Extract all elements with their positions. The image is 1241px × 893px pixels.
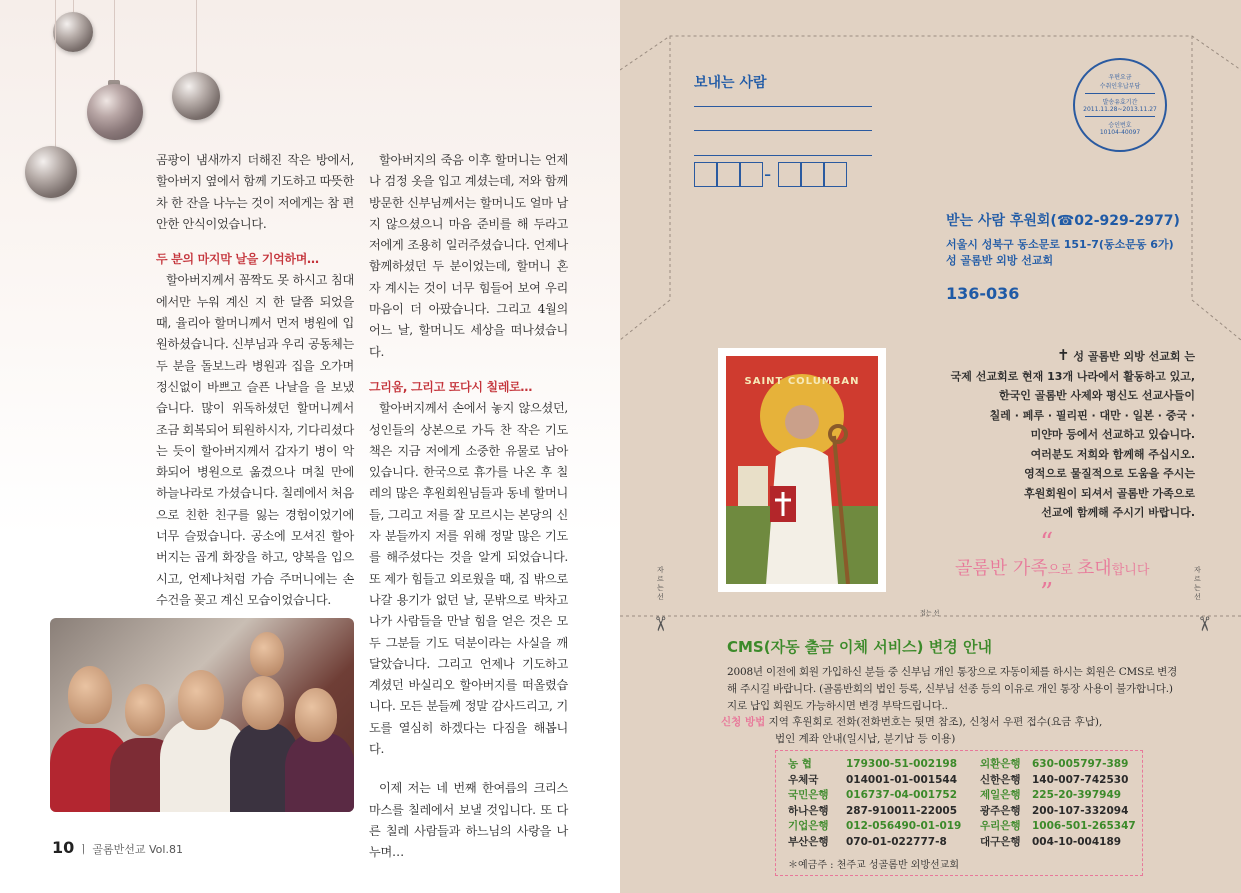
- bank-name: 우체국: [788, 773, 819, 786]
- postage-stamp: [1073, 58, 1167, 152]
- zip-box[interactable]: [778, 162, 801, 187]
- body-paragraph: 할아버지의 죽음 이후 할머니는 언제나 검정 옷을 입고 계셨는데, 저와 함께 방문한 신부님께서는 할머니도 얼마 남지 않으셨으니 마음 준비를 해 두라고 저에게 조용히 일러주셨습니다. 언제나 함께하셨던 두 분이었는데, 할머니 혼자 계시는 것이 너무 힘들어 보여 우리 마음이 더 아팠습니다. 그리고 4월의 어느 날, 할머니도 세상을 떠나셨습니다.: [369, 153, 568, 359]
- invite-part: 초대: [1076, 558, 1112, 579]
- cut-line-label: 자르는 선: [1194, 566, 1201, 601]
- article-column-1: [156, 150, 354, 611]
- method-label: 신청 방법: [721, 716, 766, 728]
- christmas-ornament: [87, 84, 143, 140]
- bank-account: 200-107-332094: [1032, 804, 1129, 817]
- bank-account: 004-10-004189: [1032, 835, 1122, 848]
- saint-icon-image: [726, 356, 878, 584]
- depositor-note: ＊예금주 : 천주교 성골롬반 외방선교회: [788, 860, 959, 871]
- bank-name: 신한은행: [980, 773, 1021, 786]
- mission-line: 후원회원이 되셔서 골롬반 가족으로: [1024, 486, 1195, 500]
- bank-account: 287-910011-22005: [846, 804, 957, 817]
- sender-line[interactable]: [694, 155, 872, 156]
- zip-box[interactable]: [740, 162, 763, 187]
- invite-part: 골롬반 가족: [955, 558, 1048, 579]
- phone-number: (☎02-929-2977): [1050, 213, 1180, 229]
- sender-line[interactable]: [694, 106, 872, 107]
- bank-name: 제일은행: [980, 789, 1021, 801]
- bank-row: [788, 835, 1142, 851]
- recipient-address: 서울시 성북구 동소문로 151-7(동소문동 6가): [946, 238, 1174, 251]
- section-heading: 그리움, 그리고 또다시 칠레로…: [369, 379, 533, 394]
- mission-line: 미얀마 등에서 선교하고 있습니다.: [1030, 428, 1195, 441]
- stamp-text: 승인번호: [1108, 122, 1132, 129]
- bank-name: 광주은행: [980, 804, 1021, 817]
- method-text: 지역 후원회로 전화(전화번호는 뒷면 참조), 신청서 우편 접수(요금 후납),: [768, 716, 1103, 728]
- mission-line: 칠레 · 페루 · 필리핀 · 대만 · 일본 · 중국 ·: [989, 408, 1195, 422]
- zip-box[interactable]: [717, 162, 740, 187]
- bank-row: [788, 819, 1142, 835]
- bank-account-box: [775, 750, 1143, 876]
- mission-line: 국제 선교회로 현재 13개 나라에서 활동하고 있고,: [950, 369, 1195, 383]
- bank-name: 우리은행: [980, 820, 1021, 832]
- sender-label: 보내는 사람: [694, 75, 767, 91]
- bank-account: 016737-04-001752: [846, 789, 957, 801]
- scissors-icon[interactable]: ✂: [648, 615, 673, 633]
- body-paragraph: 할아버지께서 손에서 놓지 않으셨던, 성인들의 상본으로 가득 찬 작은 기도 책은 지금 저에게 소중한 유물로 남아 있습니다. 한국으로 휴가를 나온 후 칠레의 많은 후원회원님들과 동네 할머니들, 그리고 저를 잘 모르시는 본당의 신자 분들까지 저를 위해 정말 많은 기도를 해주셨다는 것을 알게 되었습니다. 또 제가 힘들고 외로웠을 때, 집 밖으로 나갈 용기가 없던 날, 문밖으로 박차고 나가 사람들을 만날 힘을 얻은 것은 모두 그분들 기도 덕분이라는 사실을 깨달았습니다. 그리고 언제나 기도하고 계셨던 바실리오 할아버지를 떠올렸습니다. 모든 분들께 정말 감사드리고, 기도를 열심히 하겠다는 다짐을 해봅니다.: [369, 401, 568, 757]
- christmas-ornament: [25, 146, 77, 198]
- stamp-text: 수취인후납부담: [1099, 83, 1141, 90]
- bank-account: 014001-01-001544: [846, 773, 957, 786]
- cms-body: 2008년 이전에 회원 가입하신 분들 중 신부님 개인 통장으로 자동이체를 하시는 회원은 CMS로 변경해 주시길 바랍니다. (골롬반회의 법인 등록, 신부님 선종 등의 이유로 개인 통장 사용이 불가합니다.) 지로 납입 회원도 가능하시면 변경 부탁드립니다..: [727, 666, 1178, 712]
- article-column-2: [369, 150, 568, 864]
- stamp-text: 우편요금: [1108, 74, 1132, 81]
- postcode: 136-036: [946, 284, 1020, 303]
- mission-line: 여러분도 저희와 함께해 주십시오.: [1030, 447, 1195, 461]
- mission-name: 성 골롬반 외방 선교회: [1073, 350, 1181, 363]
- bank-account: 630-005797-389: [1032, 758, 1129, 770]
- bank-row: [788, 804, 1142, 820]
- quote-close-icon: ”: [1040, 578, 1054, 608]
- left-page: [0, 0, 620, 893]
- bank-name: 기업은행: [788, 820, 829, 832]
- ornament-string: [114, 0, 115, 80]
- mission-logo-icon: ✝: [1056, 346, 1070, 364]
- recipient-label: 받는 사람 후원회: [946, 213, 1051, 229]
- intro-paragraph: 곰팡이 냄새까지 더해진 작은 방에서, 할아버지 옆에서 함께 기도하고 따뜻한 차 한 잔을 나누는 것이 저에게는 참 편안한 안식이었습니다.: [156, 153, 354, 231]
- cms-title: CMS(자동 출금 이체 서비스) 변경 안내: [727, 638, 992, 656]
- bank-table: [788, 757, 1142, 850]
- group-photo: [50, 618, 354, 812]
- invite-part: 으로: [1047, 563, 1077, 578]
- bank-row: [788, 788, 1142, 804]
- scissors-icon[interactable]: ✂: [1192, 615, 1217, 633]
- sender-line[interactable]: [694, 130, 872, 131]
- mission-line: 한국인 골롬반 사제와 평신도 선교사들이: [999, 389, 1195, 402]
- body-paragraph: 할아버지께서 꼼짝도 못 하시고 침대에서만 누워 계신 지 한 달쯤 되었을 때, 율리아 할머니께서 먼저 병원에 입원하셨습니다. 신부님과 우리 공동체는 두 분을 돌보느라 병원과 집을 오가며 정신없이 바쁘고 슬픈 나날을 을 보냈습니다. 많이 위독하셨던 할머니께서 조금 회복되어 퇴원하시자, 기다리셨다는 듯이 할아버지께서 갑자기 병이 악화되어 병원으로 옮겼으나 며칠 만에 하늘나라로 가셨습니다. 칠레에서 처음으로 친한 친구를 잃는 경험이었기에 너무 슬펐습니다. 공소에 모셔진 할아버지는 곱게 화장을 하고, 양복을 입으시고, 언제나처럼 가슴 주머니에는 손수건을 꽂고 계신 모습이었습니다.: [156, 273, 354, 607]
- bank-name: 부산은행: [788, 835, 829, 848]
- section-heading: 두 분의 마지막 날을 기억하며…: [156, 252, 319, 267]
- recipient-org: 성 골롬반 외방 선교회: [946, 254, 1054, 267]
- invite-part: 합니다: [1111, 563, 1150, 578]
- painting-inscription: SAINT COLUMBAN: [744, 376, 860, 387]
- ornament-string: [55, 0, 56, 148]
- zip-box[interactable]: [824, 162, 847, 187]
- application-method: [721, 714, 1102, 731]
- zip-dash: -: [764, 162, 772, 186]
- bank-account: 225-20-397949: [1032, 789, 1122, 801]
- mission-line: 선교에 함께해 주시기 바랍니다.: [1041, 506, 1195, 519]
- stamp-text: 2011.11.28~2013.11.27: [1083, 106, 1157, 113]
- page-footer: [52, 838, 183, 857]
- publication-name: ㅣ 골롬반선교 Vol.81: [78, 843, 183, 856]
- page-number: 10: [52, 838, 75, 857]
- bank-row: [788, 757, 1142, 773]
- bank-account: 1006-501-265347: [1032, 820, 1136, 832]
- bank-name: 농 협: [788, 758, 812, 770]
- christmas-ornament: [172, 72, 220, 120]
- bank-account: 140-007-742530: [1032, 773, 1129, 786]
- bank-account: 179300-51-002198: [846, 758, 957, 770]
- saint-columban-painting: [718, 348, 886, 592]
- bank-name: 국민은행: [788, 789, 829, 801]
- bank-row: [788, 773, 1142, 789]
- invitation-text: [955, 554, 1149, 580]
- mission-line: 영적으로 물질적으로 도움을 주시는: [1024, 467, 1195, 480]
- quote-open-icon: “: [1040, 528, 1054, 558]
- ornament-string: [196, 0, 197, 72]
- method-text-2: 법인 계좌 안내(일시납, 분기납 등 이용): [775, 733, 956, 745]
- zip-box[interactable]: [801, 162, 824, 187]
- recipient-heading: [946, 210, 1180, 230]
- bank-account: 012-056490-01-019: [846, 820, 962, 832]
- bank-account: 070-01-022777-8: [846, 835, 947, 848]
- body-paragraph: 이제 저는 네 번째 한여름의 크리스마스를 칠레에서 보낼 것입니다. 또 다른 칠레 사람들과 하느님의 사랑을 나누며…: [369, 781, 568, 860]
- cut-line-label: 자르는 선: [657, 566, 664, 601]
- mission-line: 는: [1184, 350, 1195, 363]
- bank-name: 외환은행: [980, 758, 1021, 770]
- stamp-text: 발송유효기간: [1102, 99, 1138, 106]
- stamp-text: 10104-40097: [1099, 129, 1141, 136]
- christmas-ornament: [53, 12, 93, 52]
- bank-name: 대구은행: [980, 835, 1021, 848]
- zip-box[interactable]: [694, 162, 717, 187]
- mission-text: [905, 346, 1195, 523]
- bank-name: 하나은행: [788, 804, 829, 817]
- fold-line-label: 접는 선: [920, 610, 940, 617]
